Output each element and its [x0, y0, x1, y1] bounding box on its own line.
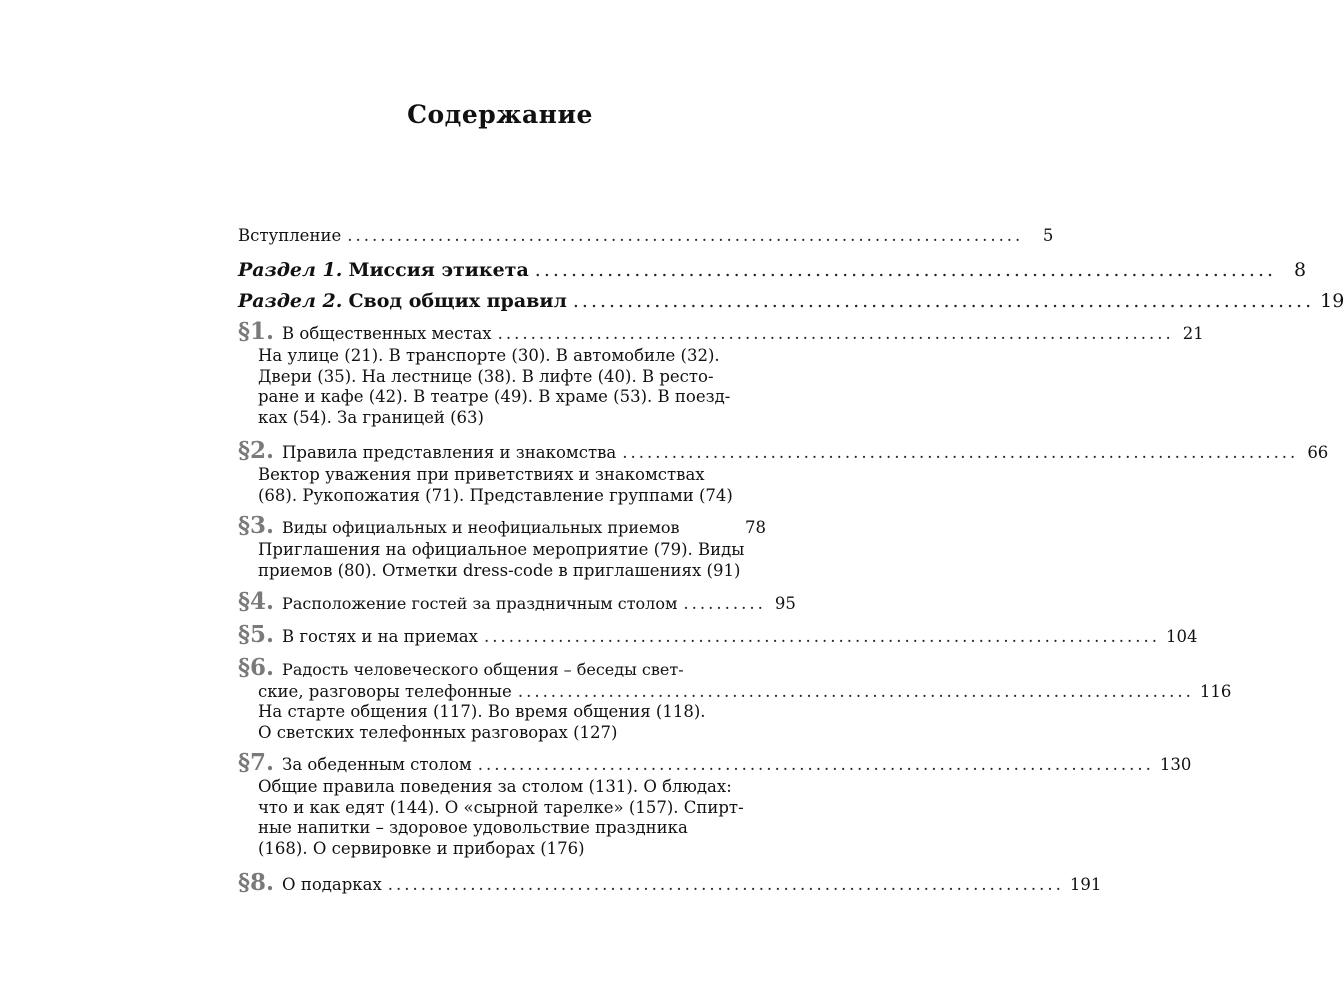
toc-section-7 — [238, 749, 1192, 776]
page-number: 19 — [1320, 290, 1344, 312]
entry-label — [238, 260, 529, 280]
section-symbol: §5. — [238, 621, 275, 648]
toc-section-3 — [238, 512, 766, 539]
section-symbol: §2. — [238, 437, 275, 464]
leader-dots: .................................................................................. — [477, 755, 1154, 774]
page-number: 116 — [1199, 682, 1232, 701]
subtopic-line: (168). О сервировке и приборах (176) — [258, 838, 585, 858]
subtopic-line: На улице (21). В транспорте (30). В автомобиле (32). — [258, 346, 720, 365]
section-title: В гостях и на приемах — [282, 627, 478, 646]
toc-section-1 — [238, 318, 1204, 345]
subtopic-line: О светских телефонных разговорах (127) — [258, 722, 618, 742]
toc-entry-part1 — [238, 259, 1307, 281]
leader-dots: .................................................................................. — [497, 324, 1174, 343]
section-title: Расположение гостей за праздничным столом — [282, 594, 678, 613]
section-1-subtopics — [258, 346, 748, 428]
section-symbol: §4. — [238, 588, 275, 615]
subtopic-line: ране и кафе (42). В театре (49). В храме (53). В поезд- — [258, 387, 731, 406]
section-title: Виды официальных и неофициальных приемов — [282, 518, 680, 537]
subtopic-line: ные напитки – здоровое удовольствие праздника — [258, 818, 688, 837]
page-number: 95 — [774, 594, 796, 613]
section-2-subtopics — [258, 465, 748, 506]
section-title: Радость человеческого общения – беседы свет- — [282, 660, 684, 679]
page-number: 104 — [1166, 627, 1198, 646]
leader-dots: .................................................................................. — [387, 875, 1064, 894]
section-symbol: §3. — [238, 512, 275, 539]
page-number: 66 — [1307, 443, 1329, 462]
section-symbol: §7. — [238, 749, 275, 776]
subtopic-line: На старте общения (117). Во время общения (118). — [258, 702, 706, 721]
subtopic-line: приемов (80). Отметки dress-code в приглашениях (91) — [258, 560, 741, 580]
page-number: 78 — [745, 518, 766, 537]
page-number: 130 — [1159, 755, 1192, 774]
page-number: 8 — [1293, 259, 1307, 281]
toc-section-4 — [238, 588, 796, 615]
section-symbol: §6. — [238, 654, 275, 681]
leader-dots: .................................................................................. — [534, 259, 1277, 281]
leader-dots: .................................................................................. — [347, 226, 1024, 245]
toc-entry-intro — [238, 226, 1054, 246]
page-number: 5 — [1042, 226, 1054, 245]
part-title: Миссия этикета — [348, 259, 529, 281]
part-title: Свод общих правил — [348, 290, 567, 312]
section-symbol: §8. — [238, 869, 275, 896]
part-prefix: Раздел 2. — [238, 290, 343, 312]
leader-dots: .................................................................................. — [517, 682, 1194, 701]
page-number: 21 — [1182, 324, 1204, 343]
entry-label — [238, 291, 567, 311]
part-prefix: Раздел 1. — [238, 259, 343, 281]
section-3-subtopics — [258, 540, 748, 581]
toc-section-6-title-cont — [258, 682, 1232, 702]
toc-section-2 — [238, 437, 1329, 464]
section-title: Правила представления и знакомства — [282, 443, 617, 462]
subtopic-line: (68). Рукопожатия (71). Представление группами (74) — [258, 485, 733, 505]
leader-dots: .................................................................................. — [572, 290, 1315, 312]
section-7-subtopics — [258, 777, 748, 859]
subtopic-line: что и как едят (144). О «сырной тарелке» (157). Спирт- — [258, 797, 744, 817]
leader-dots: .......... — [683, 594, 766, 613]
section-6-subtopics — [258, 702, 748, 743]
page-number: 191 — [1069, 875, 1102, 894]
section-title: В общественных местах — [282, 324, 492, 343]
toc-section-6 — [238, 654, 766, 681]
subtopic-line: Приглашения на официальное мероприятие (79). Виды — [258, 540, 745, 559]
subtopic-line: Двери (35). На лестнице (38). В лифте (40). В ресто- — [258, 366, 714, 386]
toc-section-5 — [238, 621, 1198, 648]
section-title: За обеденным столом — [282, 755, 472, 774]
section-title-cont: ские, разговоры телефонные — [258, 682, 512, 701]
page-title: Содержание — [407, 100, 593, 129]
subtopic-line: Общие правила поведения за столом (131). О блюдах: — [258, 777, 732, 796]
leader-dots: .................................................................................. — [483, 627, 1161, 646]
subtopic-line: ках (54). За границей (63) — [258, 407, 484, 427]
section-title: О подарках — [282, 875, 382, 894]
section-symbol: §1. — [238, 318, 275, 345]
leader-dots: .................................................................................. — [622, 443, 1299, 462]
subtopic-line: Вектор уважения при приветствиях и знакомствах — [258, 465, 705, 484]
entry-label: Вступление — [238, 226, 342, 245]
toc-entry-part2 — [238, 290, 1344, 312]
toc-section-8 — [238, 869, 1102, 896]
